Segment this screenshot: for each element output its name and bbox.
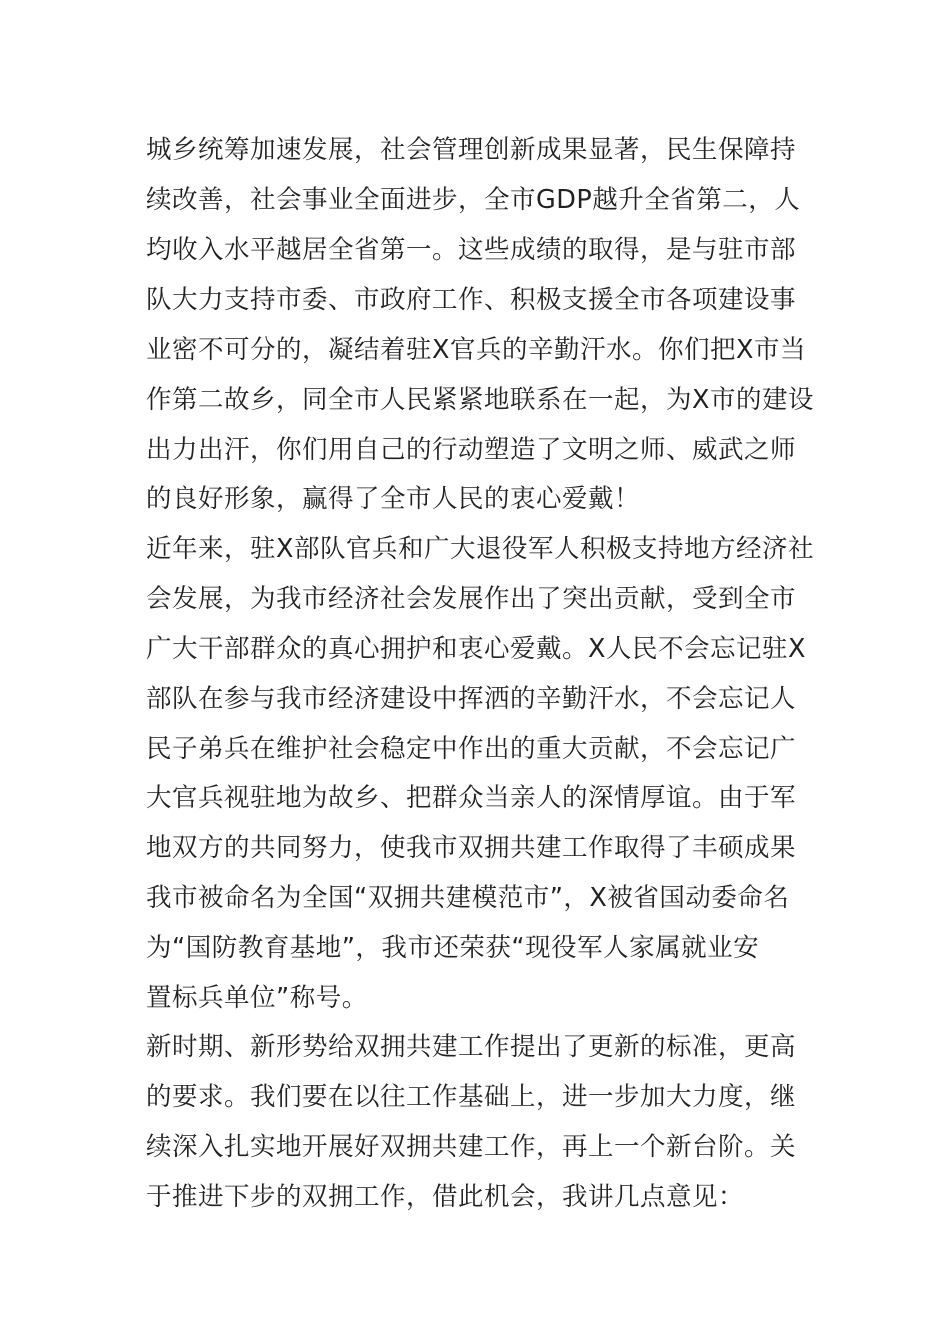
text-line: 为“国防教育基地”，我市还荣获“现役军人家属就业安 — [146, 933, 760, 963]
text-line: 我市被命名为全国“双拥共建模范市”，X被省国动委命名 — [146, 883, 790, 913]
text-line: 广大干部群众的真心拥护和衷心爱戴。X人民不会忘记驻X — [146, 634, 806, 664]
text-line: 民子弟兵在维护社会稳定中作出的重大贡献，不会忘记广 — [146, 734, 797, 764]
text-line: 新时期、新形势给双拥共建工作提出了更新的标准，更高 — [146, 1032, 797, 1062]
text-line: 均收入水平越居全省第一。这些成绩的取得，是与驻市部 — [146, 235, 797, 265]
text-line: 业密不可分的，凝结着驻X官兵的辛勤汗水。你们把X市当 — [146, 335, 806, 365]
text-line: 地双方的共同努力，使我市双拥共建工作取得了丰硕成果 — [146, 833, 797, 863]
text-line: 续改善，社会事业全面进步，全市GDP越升全省第二，人 — [146, 185, 801, 215]
text-line: 续深入扎实地开展好双拥共建工作，再上一个新台阶。关 — [146, 1132, 797, 1162]
text-line: 的要求。我们要在以往工作基础上，进一步加大力度，继 — [146, 1082, 797, 1112]
text-line: 队大力支持市委、市政府工作、积极支援全市各项建设事 — [146, 285, 797, 315]
text-line: 部队在参与我市经济建设中挥洒的辛勤汗水，不会忘记人 — [146, 684, 797, 714]
text-line: 会发展，为我市经济社会发展作出了突出贡献，受到全市 — [146, 584, 797, 614]
text-line: 置标兵单位”称号。 — [146, 983, 368, 1013]
text-line: 于推进下步的双拥工作，借此机会，我讲几点意见： — [146, 1182, 745, 1212]
text-line: 的良好形象，赢得了全市人民的衷心爱戴！ — [146, 484, 641, 514]
text-line: 近年来，驻X部队官兵和广大退役军人积极支持地方经济社 — [146, 534, 814, 564]
text-line: 作第二故乡，同全市人民紧紧地联系在一起，为X市的建设 — [146, 385, 814, 415]
text-line: 大官兵视驻地为故乡、把群众当亲人的深情厚谊。由于军 — [146, 783, 797, 813]
text-line: 城乡统筹加速发展，社会管理创新成果显著，民生保障持 — [146, 135, 797, 165]
text-line: 出力出汗，你们用自己的行动塑造了文明之师、威武之师 — [146, 435, 797, 465]
